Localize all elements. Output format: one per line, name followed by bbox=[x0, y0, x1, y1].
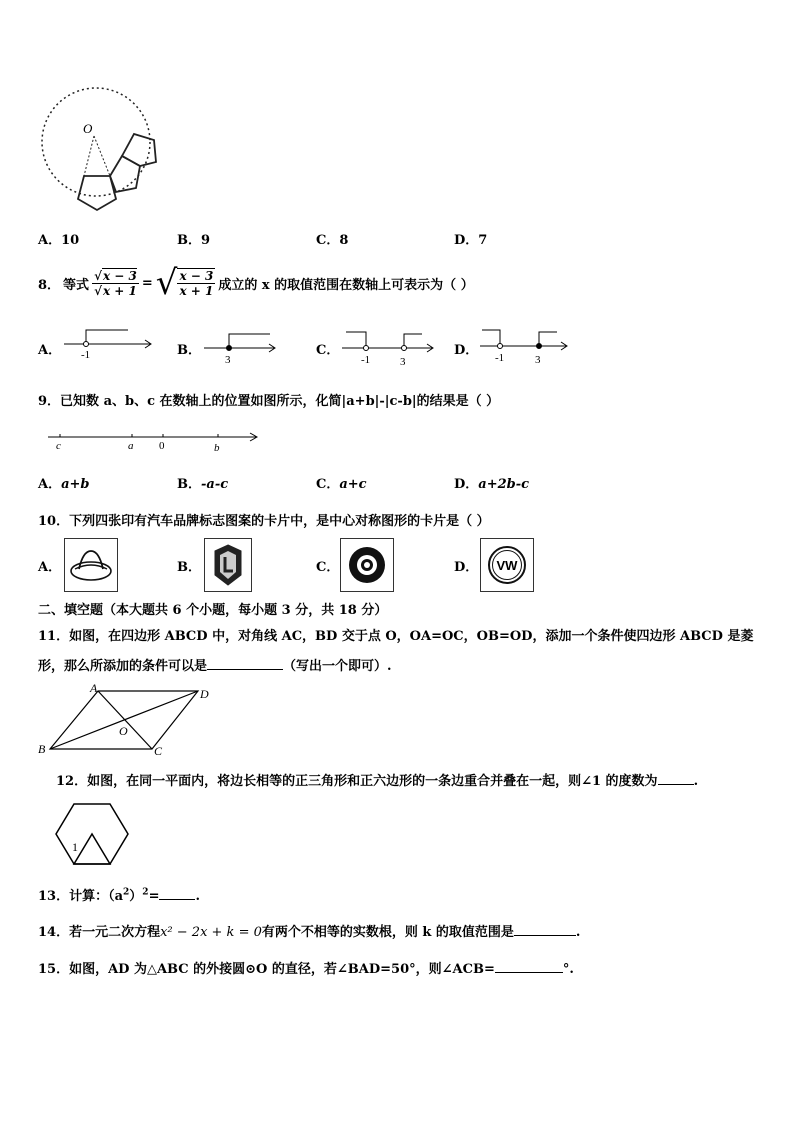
svg-text:1: 1 bbox=[72, 840, 78, 854]
svg-text:VW: VW bbox=[496, 558, 518, 573]
svg-text:3: 3 bbox=[225, 354, 231, 366]
car-logo-d-icon bbox=[481, 539, 533, 591]
q15-answer-blank[interactable] bbox=[495, 960, 563, 973]
q9-option-d[interactable]: D．a+2b-c bbox=[454, 477, 530, 492]
car-logo-a-icon bbox=[65, 539, 117, 591]
q7-option-d[interactable]: D．7 bbox=[454, 233, 488, 248]
q11-line1: 11．如图，在四边形 ABCD 中，对角线 AC，BD 交于点 O，OA=OC，OB=OD，添加一个条件使四边形 ABCD 是菱 bbox=[38, 629, 754, 644]
q8-fraction-2: √ $\frac{x - 3}{x + 1}$ bbox=[155, 263, 214, 303]
q10-option-a[interactable]: A． bbox=[38, 560, 62, 575]
svg-text:-1: -1 bbox=[495, 352, 505, 364]
q8-numberline-a bbox=[62, 324, 157, 368]
q11-answer-blank[interactable] bbox=[207, 657, 283, 670]
q14-answer-blank[interactable] bbox=[514, 923, 576, 936]
svg-text:-1: -1 bbox=[81, 349, 91, 361]
section2-title: 二、填空题（本大题共 6 个小题，每小题 3 分，共 18 分） bbox=[38, 603, 388, 618]
q13-stem: 13．计算：$(a^2)^2=$ . bbox=[38, 887, 200, 904]
svg-text:-1: -1 bbox=[361, 354, 371, 366]
svg-text:C: C bbox=[154, 744, 163, 758]
svg-text:c: c bbox=[56, 440, 61, 452]
q15-stem: 15．如图，AD 为△ABC 的外接圆⊙O 的直径，若∠BAD=50°，则∠ACB= °. bbox=[38, 962, 574, 977]
q9-stem: 9．已知数 a、b、c 在数轴上的位置如图所示，化简|a+b|-|c-b|的结果是（ ） bbox=[38, 394, 500, 409]
svg-text:0: 0 bbox=[159, 440, 165, 452]
q8-option-a[interactable]: A． bbox=[38, 343, 62, 358]
q11-line2: 形，那么所添加的条件可以是 （写出一个即可）. bbox=[38, 659, 392, 674]
q8-numberline-c bbox=[340, 326, 435, 372]
q8-option-d[interactable]: D． bbox=[454, 343, 479, 358]
svg-text:a: a bbox=[128, 440, 134, 452]
q12-answer-blank[interactable] bbox=[658, 772, 694, 785]
q11-figure bbox=[36, 683, 216, 763]
q8-fraction-1: $\frac{√x - 3}{√x + 1}$ bbox=[94, 268, 137, 298]
svg-text:O: O bbox=[119, 724, 128, 738]
q10-option-d[interactable]: D． bbox=[454, 560, 479, 575]
q8-option-c[interactable]: C． bbox=[316, 343, 340, 358]
q14-stem: 14．若一元二次方程x² − 2x + k = 0有两个不相等的实数根，则 k 的取值范围是 . bbox=[38, 925, 581, 940]
q10-stem: 10．下列四张印有汽车品牌标志图案的卡片中，是中心对称图形的卡片是（ ） bbox=[38, 514, 490, 529]
q9-numberline bbox=[44, 428, 264, 460]
q10-card-b[interactable] bbox=[204, 538, 252, 592]
car-logo-b-icon bbox=[205, 539, 251, 591]
q12-figure bbox=[54, 800, 134, 872]
q10-card-a[interactable] bbox=[64, 538, 118, 592]
q7-center-label: O bbox=[83, 121, 93, 136]
q8-option-b[interactable]: B． bbox=[177, 343, 201, 358]
q13-answer-blank[interactable] bbox=[159, 887, 195, 900]
q8-stem: 8． 等式 $\frac{√x - 3}{√x + 1}$ = √ $\frac{x - 3}{x + 1}$ 成立的 x 的取值范围在数轴上可表示为（ ） bbox=[38, 263, 474, 303]
q9-option-a[interactable]: A．a+b bbox=[38, 477, 90, 492]
q12-stem: 12．如图，在同一平面内，将边长相等的正三角形和正六边形的一条边重合并叠在一起，则∠1 的度数为 . bbox=[56, 774, 699, 789]
q7-option-b[interactable]: B．9 bbox=[177, 233, 211, 248]
svg-text:3: 3 bbox=[535, 354, 541, 366]
q10-card-c[interactable] bbox=[340, 538, 394, 592]
svg-text:3: 3 bbox=[400, 356, 406, 368]
q9-option-c[interactable]: C．a+c bbox=[316, 477, 367, 492]
q10-card-d[interactable] bbox=[480, 538, 534, 592]
svg-text:A: A bbox=[90, 681, 98, 695]
svg-text:D: D bbox=[200, 687, 209, 701]
svg-text:b: b bbox=[214, 442, 220, 454]
svg-text:B: B bbox=[38, 742, 46, 756]
q9-option-b[interactable]: B．-a-c bbox=[177, 477, 229, 492]
q10-option-b[interactable]: B． bbox=[177, 560, 201, 575]
q8-numberline-b bbox=[202, 326, 282, 370]
car-logo-c-icon bbox=[341, 539, 393, 591]
q8-numberline-d bbox=[478, 326, 573, 372]
q7-option-a[interactable]: A．10 bbox=[38, 233, 80, 248]
q7-figure bbox=[36, 84, 186, 214]
q10-option-c[interactable]: C． bbox=[316, 560, 340, 575]
q7-option-c[interactable]: C．8 bbox=[316, 233, 349, 248]
